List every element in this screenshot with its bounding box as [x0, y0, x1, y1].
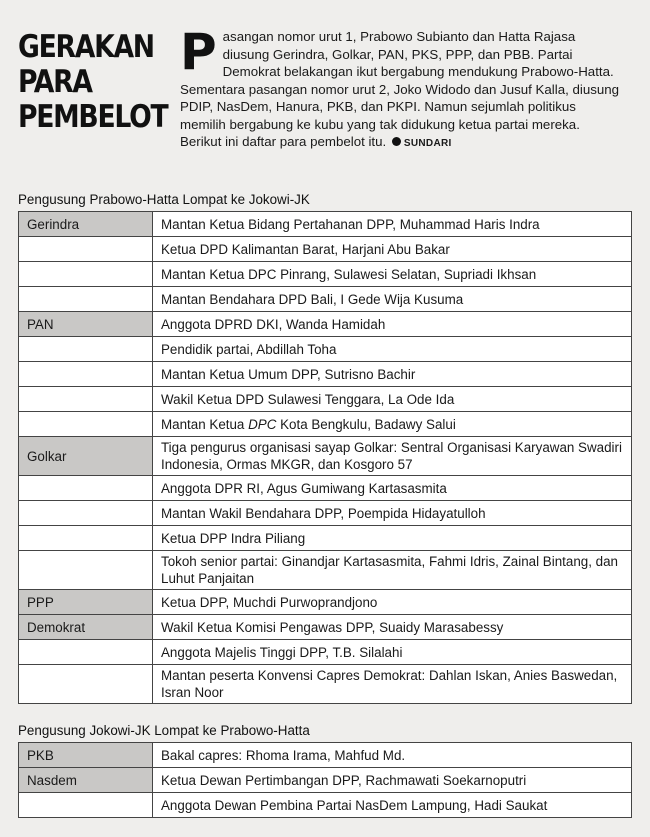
- section-heading-jokowi-to-prabowo: Pengusung Jokowi-JK Lompat ke Prabowo-Hatta: [18, 723, 310, 738]
- party-cell: [19, 262, 153, 287]
- party-cell: [19, 412, 153, 437]
- table-row: [19, 362, 632, 387]
- defector-cell: Pendidik partai, Abdillah Toha: [153, 337, 632, 362]
- defector-cell: Ketua DPP, Muchdi Purwoprandjono: [153, 590, 632, 615]
- title-line: PARA: [18, 64, 92, 100]
- defector-cell: Anggota Majelis Tinggi DPP, T.B. Silalahi: [153, 640, 632, 665]
- table-row: [19, 312, 632, 337]
- defector-cell: Anggota Dewan Pembina Partai NasDem Lampung, Hadi Saukat: [153, 793, 632, 818]
- party-cell: [19, 287, 153, 312]
- defector-text-emphasis: DPC: [248, 416, 277, 432]
- title-line: PEMBELOT: [18, 99, 168, 135]
- table-row: [19, 551, 632, 590]
- defector-cell: Anggota DPRD DKI, Wanda Hamidah: [153, 312, 632, 337]
- table-row: [19, 590, 632, 615]
- party-cell: [19, 665, 153, 704]
- defector-cell: Wakil Ketua Komisi Pengawas DPP, Suaidy Marasabessy: [153, 615, 632, 640]
- defector-cell: Mantan Bendahara DPD Bali, I Gede Wija Kusuma: [153, 287, 632, 312]
- party-cell: Gerindra: [19, 212, 153, 237]
- defector-cell: Mantan Ketua DPC Pinrang, Sulawesi Selatan, Supriadi Ikhsan: [153, 262, 632, 287]
- table-row: [19, 793, 632, 818]
- defector-cell: Bakal capres: Rhoma Irama, Mahfud Md.: [153, 743, 632, 768]
- defector-text: Mantan Ketua: [161, 416, 249, 432]
- party-cell: [19, 526, 153, 551]
- table-row: [19, 212, 632, 237]
- defector-cell: Wakil Ketua DPD Sulawesi Tenggara, La Ode Ida: [153, 387, 632, 412]
- party-cell: [19, 337, 153, 362]
- table-row: [19, 501, 632, 526]
- party-cell: [19, 793, 153, 818]
- byline: SUNDARI: [403, 138, 452, 149]
- defectors-table-prabowo-to-jokowi: [18, 211, 632, 704]
- defector-cell: Mantan Ketua Umum DPP, Sutrisno Bachir: [153, 362, 632, 387]
- table-row: [19, 743, 632, 768]
- bullet-dot-icon: [392, 137, 401, 146]
- table-row: [19, 437, 632, 476]
- defector-text: Kota Bengkulu, Badawy Salui: [276, 416, 456, 432]
- defector-cell: Mantan Ketua Bidang Pertahanan DPP, Muhammad Haris Indra: [153, 212, 632, 237]
- table-row: [19, 262, 632, 287]
- party-cell: Nasdem: [19, 768, 153, 793]
- section-heading-prabowo-to-jokowi: Pengusung Prabowo-Hatta Lompat ke Jokowi-JK: [18, 192, 310, 207]
- intro-paragraph: [180, 23, 620, 153]
- table-row: [19, 768, 632, 793]
- intro-text: asangan nomor urut 1, Prabowo Subianto dan Hatta Rajasa diusung Gerindra, Golkar, PAN, PKS, PPP, dan PBB. Partai Demokrat belakangan ikut bergabung mendukung Prabowo-Hatta. Sementara pasangan nomor urut 2, Joko Widodo dan Jusuf Kalla, diusung PDIP, NasDem, Hanura, PKB, dan PKPI. Namun sejumlah politikus memilih bergabung ke kubu yang tak didukung ketua partai mereka. Berikut ini daftar para pembelot itu.: [180, 29, 620, 149]
- table-row: [19, 337, 632, 362]
- party-cell: [19, 362, 153, 387]
- defector-cell: Mantan peserta Konvensi Capres Demokrat: Dahlan Iskan, Anies Baswedan, Isran Noor: [153, 665, 632, 704]
- party-cell: PPP: [19, 590, 153, 615]
- defector-cell: Anggota DPR RI, Agus Gumiwang Kartasasmita: [153, 476, 632, 501]
- defector-cell: Ketua DPD Kalimantan Barat, Harjani Abu Bakar: [153, 237, 632, 262]
- table-row: [19, 287, 632, 312]
- defector-cell: Mantan Wakil Bendahara DPP, Poempida Hidayatulloh: [153, 501, 632, 526]
- title-line: GERAKAN: [18, 29, 154, 65]
- table-row: [19, 237, 632, 262]
- drop-cap: P: [180, 23, 217, 81]
- table-row: [19, 526, 632, 551]
- defector-cell: Tokoh senior partai: Ginandjar Kartasasmita, Fahmi Idris, Zainal Bintang, dan Luhut Panjaitan: [153, 551, 632, 590]
- defector-cell: Ketua DPP Indra Piliang: [153, 526, 632, 551]
- page-title: [18, 29, 168, 135]
- table-row: [19, 665, 632, 704]
- table-row: [19, 476, 632, 501]
- party-cell: PKB: [19, 743, 153, 768]
- party-cell: [19, 501, 153, 526]
- party-cell: PAN: [19, 312, 153, 337]
- defector-cell: Tiga pengurus organisasi sayap Golkar: Sentral Organisasi Karyawan Swadiri Indonesia, Ormas MKGR, dan Kosgoro 57: [153, 437, 632, 476]
- table-row: [19, 640, 632, 665]
- party-cell: [19, 237, 153, 262]
- party-cell: [19, 640, 153, 665]
- defectors-table-jokowi-to-prabowo: [18, 742, 632, 818]
- party-cell: Golkar: [19, 437, 153, 476]
- table-row: [19, 412, 632, 437]
- defector-cell: [153, 412, 632, 437]
- party-cell: [19, 551, 153, 590]
- party-cell: [19, 387, 153, 412]
- defector-cell: Ketua Dewan Pertimbangan DPP, Rachmawati Soekarnoputri: [153, 768, 632, 793]
- party-cell: [19, 476, 153, 501]
- table-row: [19, 615, 632, 640]
- table-row: [19, 387, 632, 412]
- party-cell: Demokrat: [19, 615, 153, 640]
